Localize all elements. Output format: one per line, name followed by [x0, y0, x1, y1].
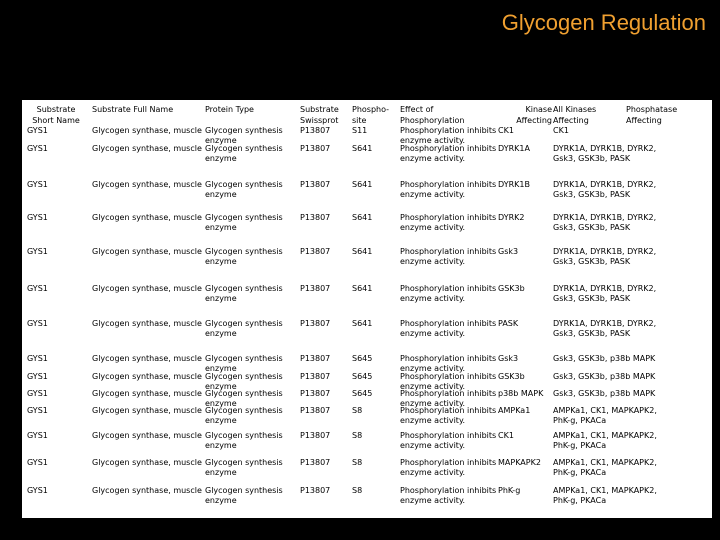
- cell-swiss: P13807: [300, 126, 331, 135]
- cell-full: Glycogen synthase, muscle: [92, 247, 202, 256]
- cell-site: S641: [352, 247, 373, 256]
- cell-site: S641: [352, 180, 373, 189]
- cell-all: Gsk3, GSK3b, p38b MAPK: [553, 354, 656, 363]
- header-all-kinases: All Kinases Affecting: [553, 105, 597, 125]
- cell-full: Glycogen synthase, muscle: [92, 284, 202, 293]
- table-row: [22, 319, 712, 353]
- cell-type: Glycogen synthesis enzyme: [205, 372, 283, 391]
- cell-short: GYS1: [27, 247, 48, 256]
- cell-all: AMPKa1, CK1, MAPKAPK2, PhK-g, PKACa: [553, 431, 657, 450]
- cell-full: Glycogen synthase, muscle: [92, 389, 202, 398]
- cell-kinase: p38b MAPK: [498, 389, 544, 398]
- cell-swiss: P13807: [300, 406, 331, 415]
- cell-short: GYS1: [27, 354, 48, 363]
- cell-swiss: P13807: [300, 458, 331, 467]
- cell-type: Glycogen synthesis enzyme: [205, 354, 283, 373]
- cell-type: Glycogen synthesis enzyme: [205, 247, 283, 266]
- header-phosphatase: Phosphatase Affecting: [626, 105, 678, 125]
- cell-kinase: DYRK1A: [498, 144, 530, 153]
- cell-all: Gsk3, GSK3b, p38b MAPK: [553, 389, 656, 398]
- table-row: [22, 247, 712, 281]
- cell-site: S641: [352, 284, 373, 293]
- cell-short: GYS1: [27, 126, 48, 135]
- cell-short: GYS1: [27, 431, 48, 440]
- cell-swiss: P13807: [300, 319, 331, 328]
- header-substrate-short: Substrate Short Name: [32, 105, 80, 125]
- cell-full: Glycogen synthase, muscle: [92, 372, 202, 381]
- cell-effect: Phosphorylation inhibits enzyme activity.: [400, 486, 497, 505]
- cell-short: GYS1: [27, 284, 48, 293]
- cell-swiss: P13807: [300, 247, 331, 256]
- cell-type: Glycogen synthesis enzyme: [205, 144, 283, 163]
- header-effect: Effect of Phosphorylation: [400, 105, 465, 125]
- cell-short: GYS1: [27, 486, 48, 495]
- cell-type: Glycogen synthesis enzyme: [205, 180, 283, 199]
- cell-full: Glycogen synthase, muscle: [92, 354, 202, 363]
- cell-site: S645: [352, 389, 373, 398]
- cell-full: Glycogen synthase, muscle: [92, 486, 202, 495]
- table-row: [22, 144, 712, 178]
- cell-short: GYS1: [27, 319, 48, 328]
- cell-effect: Phosphorylation inhibits enzyme activity.: [400, 213, 497, 232]
- cell-type: Glycogen synthesis enzyme: [205, 406, 283, 425]
- cell-swiss: P13807: [300, 431, 331, 440]
- cell-site: S11: [352, 126, 368, 135]
- cell-kinase: Gsk3: [498, 247, 519, 256]
- cell-kinase: CK1: [498, 431, 514, 440]
- header-substrate-full: Substrate Full Name: [92, 105, 174, 114]
- header-swissprot: Substrate Swissprot: [300, 105, 339, 125]
- cell-effect: Phosphorylation inhibits enzyme activity.: [400, 354, 497, 373]
- cell-all: DYRK1A, DYRK1B, DYRK2, Gsk3, GSK3b, PASK: [553, 180, 657, 199]
- cell-kinase: Gsk3: [498, 354, 519, 363]
- cell-type: Glycogen synthesis enzyme: [205, 458, 283, 477]
- cell-swiss: P13807: [300, 486, 331, 495]
- cell-effect: Phosphorylation inhibits enzyme activity.: [400, 431, 497, 450]
- cell-site: S641: [352, 144, 373, 153]
- cell-kinase: GSK3b: [498, 372, 525, 381]
- table-row: [22, 180, 712, 214]
- cell-site: S645: [352, 354, 373, 363]
- cell-effect: Phosphorylation inhibits enzyme activity.: [400, 180, 497, 199]
- cell-site: S8: [352, 486, 363, 495]
- cell-site: S645: [352, 372, 373, 381]
- cell-site: S8: [352, 431, 363, 440]
- cell-type: Glycogen synthesis enzyme: [205, 389, 283, 408]
- cell-swiss: P13807: [300, 180, 331, 189]
- header-phospho-site: Phospho-site: [352, 105, 390, 125]
- cell-effect: Phosphorylation inhibits enzyme activity.: [400, 372, 497, 391]
- cell-effect: Phosphorylation inhibits enzyme activity.: [400, 406, 497, 425]
- cell-kinase: CK1: [498, 126, 514, 135]
- cell-all: DYRK1A, DYRK1B, DYRK2, Gsk3, GSK3b, PASK: [553, 284, 657, 303]
- data-table: [22, 100, 712, 518]
- cell-site: S8: [352, 458, 363, 467]
- cell-swiss: P13807: [300, 213, 331, 222]
- slide-title: Glycogen Regulation: [501, 10, 706, 35]
- cell-effect: Phosphorylation inhibits enzyme activity.: [400, 247, 497, 266]
- cell-type: Glycogen synthesis enzyme: [205, 284, 283, 303]
- cell-all: CK1: [553, 126, 569, 135]
- cell-full: Glycogen synthase, muscle: [92, 319, 202, 328]
- cell-kinase: GSK3b: [498, 284, 525, 293]
- cell-type: Glycogen synthesis enzyme: [205, 213, 283, 232]
- table-row: [22, 213, 712, 247]
- cell-full: Glycogen synthase, muscle: [92, 406, 202, 415]
- cell-short: GYS1: [27, 406, 48, 415]
- cell-kinase: PhK-g: [498, 486, 521, 495]
- cell-effect: Phosphorylation inhibits enzyme activity.: [400, 144, 497, 163]
- cell-swiss: P13807: [300, 354, 331, 363]
- cell-swiss: P13807: [300, 389, 331, 398]
- cell-short: GYS1: [27, 458, 48, 467]
- cell-effect: Phosphorylation inhibits enzyme activity.: [400, 389, 497, 408]
- cell-site: S8: [352, 406, 363, 415]
- cell-short: GYS1: [27, 389, 48, 398]
- cell-effect: Phosphorylation inhibits enzyme activity.: [400, 319, 497, 338]
- cell-all: Gsk3, GSK3b, p38b MAPK: [553, 372, 656, 381]
- cell-short: GYS1: [27, 213, 48, 222]
- cell-all: DYRK1A, DYRK1B, DYRK2, Gsk3, GSK3b, PASK: [553, 247, 657, 266]
- cell-type: Glycogen synthesis enzyme: [205, 319, 283, 338]
- cell-swiss: P13807: [300, 144, 331, 153]
- cell-full: Glycogen synthase, muscle: [92, 213, 202, 222]
- table-row: [22, 284, 712, 318]
- cell-kinase: PASK: [498, 319, 519, 328]
- cell-full: Glycogen synthase, muscle: [92, 144, 202, 153]
- cell-full: Glycogen synthase, muscle: [92, 180, 202, 189]
- cell-all: AMPKa1, CK1, MAPKAPK2, PhK-g, PKACa: [553, 458, 657, 477]
- cell-swiss: P13807: [300, 284, 331, 293]
- cell-short: GYS1: [27, 180, 48, 189]
- header-kinase: Kinase Affecting: [516, 105, 552, 125]
- cell-short: GYS1: [27, 144, 48, 153]
- table-row: [22, 486, 712, 518]
- cell-kinase: MAPKAPK2: [498, 458, 541, 467]
- cell-type: Glycogen synthesis enzyme: [205, 486, 283, 505]
- cell-kinase: DYRK2: [498, 213, 525, 222]
- cell-swiss: P13807: [300, 372, 331, 381]
- cell-type: Glycogen synthesis enzyme: [205, 431, 283, 450]
- cell-site: S641: [352, 213, 373, 222]
- header-protein-type: Protein Type: [205, 105, 254, 114]
- cell-all: AMPKa1, CK1, MAPKAPK2, PhK-g, PKACa: [553, 486, 657, 505]
- cell-short: GYS1: [27, 372, 48, 381]
- cell-kinase: AMPKa1: [498, 406, 531, 415]
- cell-type: Glycogen synthesis enzyme: [205, 126, 283, 145]
- cell-effect: Phosphorylation inhibits enzyme activity.: [400, 458, 497, 477]
- cell-all: DYRK1A, DYRK1B, DYRK2, Gsk3, GSK3b, PASK: [553, 213, 657, 232]
- cell-full: Glycogen synthase, muscle: [92, 126, 202, 135]
- cell-effect: Phosphorylation inhibits enzyme activity.: [400, 284, 497, 303]
- cell-all: AMPKa1, CK1, MAPKAPK2, PhK-g, PKACa: [553, 406, 657, 425]
- cell-kinase: DYRK1B: [498, 180, 530, 189]
- cell-effect: Phosphorylation inhibits enzyme activity.: [400, 126, 497, 145]
- cell-site: S641: [352, 319, 373, 328]
- cell-all: DYRK1A, DYRK1B, DYRK2, Gsk3, GSK3b, PASK: [553, 319, 657, 338]
- cell-all: DYRK1A, DYRK1B, DYRK2, Gsk3, GSK3b, PASK: [553, 144, 657, 163]
- cell-full: Glycogen synthase, muscle: [92, 458, 202, 467]
- cell-full: Glycogen synthase, muscle: [92, 431, 202, 440]
